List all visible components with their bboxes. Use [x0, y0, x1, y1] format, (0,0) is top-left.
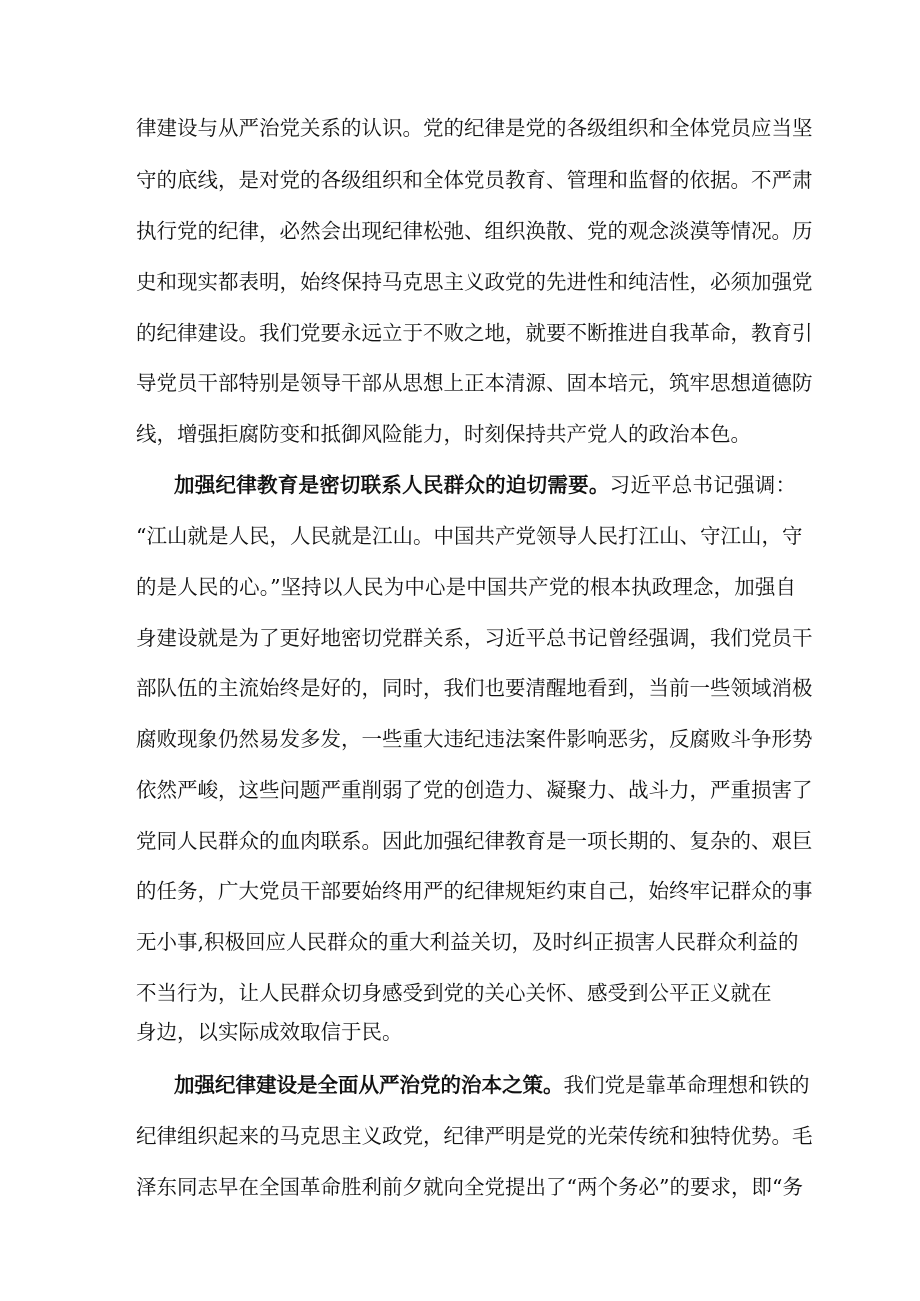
- paragraph-3-line-1: 纪律组织起来的马克思主义政党，纪律严明是党的光荣传统和独特优势。毛: [136, 1124, 813, 1148]
- paragraph-2-line-8: 的任务，广大党员干部要始终用严的纪律规矩约束自己，始终牢记群众的事: [136, 879, 813, 903]
- paragraph-2-line-7: 党同人民群众的血肉联系。因此加强纪律教育是一项长期的、复杂的、艰巨: [136, 829, 813, 853]
- paragraph-1-line-4: 史和现实都表明，始终保持马克思主义政党的先进性和纯洁性，必须加强党: [136, 270, 813, 294]
- paragraph-1-line-7: 线，增强拒腐防变和抵御风险能力，时刻保持共产党人的政治本色。: [136, 422, 751, 446]
- paragraph-2-line-5: 腐败现象仍然易发多发，一些重大违纪违法案件影响恶劣，反腐败斗争形势: [136, 727, 813, 751]
- paragraph-2-line-4: 部队伍的主流始终是好的，同时，我们也要清醒地看到，当前一些领域消极: [136, 676, 813, 700]
- paragraph-2-line-1: “江山就是人民，人民就是江山。中国共产党领导人民打江山、守江山，守: [136, 524, 803, 548]
- paragraph-2-lead-bold: 加强纪律教育是密切联系人民群众的迫切需要。: [174, 473, 610, 497]
- paragraph-1-line-6: 导党员干部特别是领导干部从思想上正本清源、固本培元，筑牢思想道德防: [136, 371, 813, 395]
- paragraph-3-lead-rest: 我们党是靠革命理想和铁的: [563, 1073, 810, 1097]
- paragraph-1-line-1: 律建设与从严治党关系的认识。党的纪律是党的各级组织和全体党员应当坚: [136, 116, 813, 140]
- paragraph-2-line-3: 身建设就是为了更好地密切党群关系，习近平总书记曾经强调，我们党员干: [136, 626, 813, 650]
- paragraph-3-lead-line: [174, 1073, 810, 1097]
- paragraph-1-line-3: 执行党的纪律，必然会出现纪律松弛、组织涣散、党的观念淡漠等情况。历: [136, 219, 813, 243]
- paragraph-2-line-6: 依然严峻，这些问题严重削弱了党的创造力、凝聚力、战斗力，严重损害了: [136, 778, 813, 802]
- paragraph-2-line-10: 不当行为，让人民群众切身感受到党的关心关怀、感受到公平正义就在: [136, 981, 772, 1005]
- paragraph-2-line-2: 的是人民的心。”坚持以人民为中心是中国共产党的根本执政理念，加强自: [136, 575, 796, 599]
- paragraph-2-line-9: 无小事,积极回应人民群众的重大利益关切，及时纠正损害人民群众利益的: [136, 930, 799, 954]
- paragraph-3-lead-bold: 加强纪律建设是全面从严治党的治本之策。: [174, 1073, 564, 1097]
- paragraph-3-line-2: 泽东同志早在全国革命胜利前夕就向全党提出了“两个务必”的要求，即“务: [136, 1175, 803, 1199]
- paragraph-1-line-5: 的纪律建设。我们党要永远立于不败之地，就要不断推进自我革命，教育引: [136, 321, 813, 345]
- paragraph-2-lead-rest: 习近平总书记强调：: [609, 473, 797, 497]
- paragraph-2-line-11: 身边，以实际成效取信于民。: [136, 1020, 403, 1044]
- paragraph-1-line-2: 守的底线，是对党的各级组织和全体党员教育、管理和监督的依据。不严肃: [136, 168, 813, 192]
- paragraph-2-lead-line: [174, 473, 796, 497]
